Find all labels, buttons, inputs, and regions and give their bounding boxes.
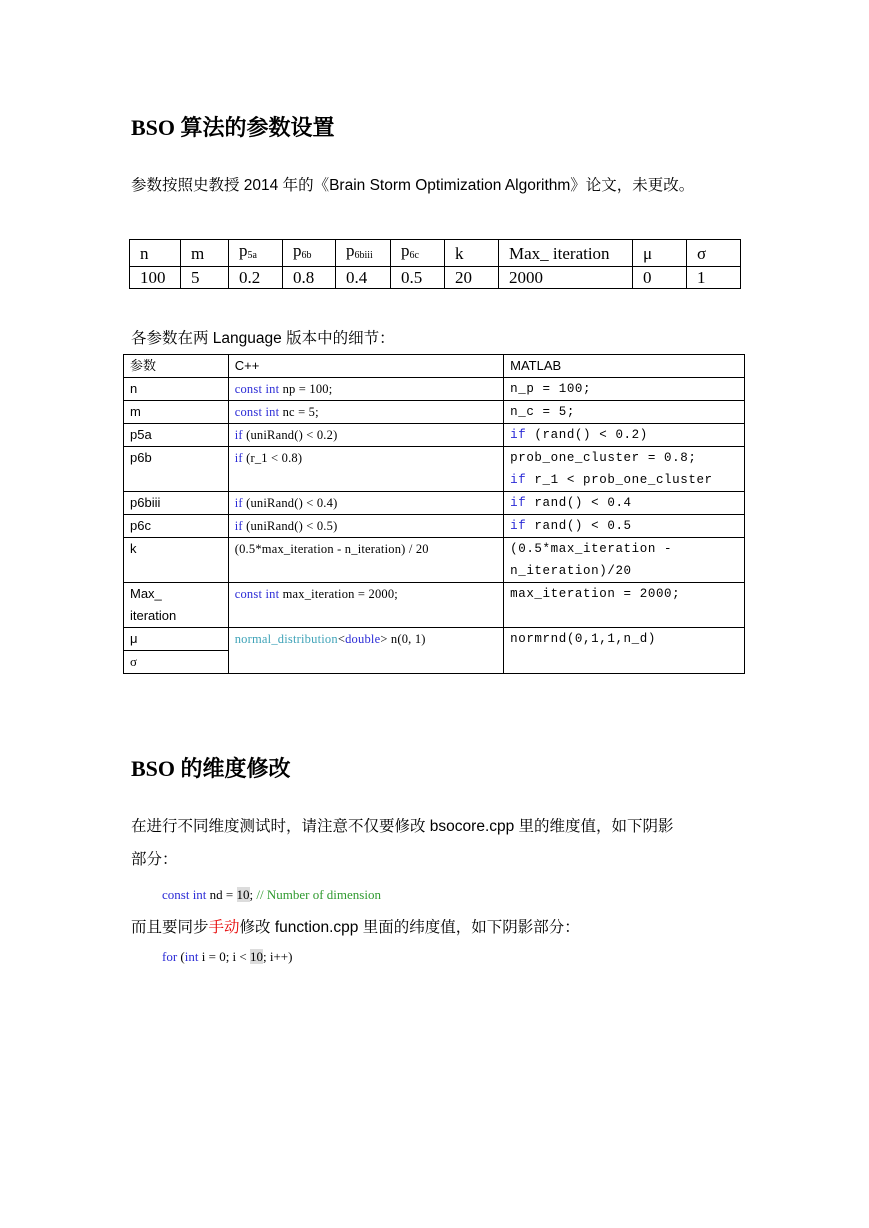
header-p6c: $p_{6c}$ xyxy=(391,240,445,267)
matlab-code: normrnd(0,1,1,n_d) xyxy=(504,628,745,674)
table-row xyxy=(124,583,745,628)
value-p6c: 0.5 xyxy=(391,267,445,289)
value-sigma: 1 xyxy=(687,267,741,289)
header-max-iteration: Max_ iteration xyxy=(499,240,633,267)
param-name: p6biii xyxy=(124,492,229,515)
param-name: σ xyxy=(124,651,229,674)
table-row-header xyxy=(124,355,745,378)
value-p6biii: 0.4 xyxy=(336,267,391,289)
header-sigma: σ xyxy=(687,240,741,267)
column-header-param: 参数 xyxy=(124,355,229,378)
matlab-code: if rand() < 0.5 xyxy=(504,515,745,538)
table-row xyxy=(124,628,745,651)
value-p6b: 0.8 xyxy=(283,267,336,289)
header-p6b: $p_{6b}$ xyxy=(283,240,336,267)
column-header-cpp: C++ xyxy=(228,355,503,378)
table-row xyxy=(124,401,745,424)
table-row xyxy=(124,378,745,401)
value-max-iteration: 2000 xyxy=(499,267,633,289)
table-row xyxy=(124,447,745,492)
code-snippet-for: for (int i = 0; i < 10; i++) xyxy=(162,949,293,964)
param-name: p5a xyxy=(124,424,229,447)
cpp-code: if (uniRand() < 0.2) xyxy=(228,424,503,447)
cpp-code: const int nc = 5; xyxy=(228,401,503,424)
cpp-code: (0.5*max_iteration - n_iteration) / 20 xyxy=(228,538,503,583)
column-header-matlab: MATLAB xyxy=(504,355,745,378)
cpp-code: normal_distribution<double> n(0, 1) xyxy=(228,628,503,674)
table-row xyxy=(124,538,745,583)
cpp-code: if (uniRand() < 0.5) xyxy=(228,515,503,538)
param-name: Max_ iteration xyxy=(124,583,229,628)
param-name: p6c xyxy=(124,515,229,538)
highlight-manual: 手动 xyxy=(208,919,240,936)
matlab-code: if (rand() < 0.2) xyxy=(504,424,745,447)
matlab-code: max_iteration = 2000; xyxy=(504,583,745,628)
parameters-intro: 参数按照史教授 2014 年的《Brain Storm Optimization Algorithm》论文，未更改。 xyxy=(131,177,695,194)
table-row-headers xyxy=(130,240,741,267)
code-snippet-nd: const int nd = 10; // Number of dimension xyxy=(162,887,381,902)
param-name: m xyxy=(124,401,229,424)
matlab-code: n_c = 5; xyxy=(504,401,745,424)
param-name: k xyxy=(124,538,229,583)
matlab-code: (0.5*max_iteration - n_iteration)/20 xyxy=(504,538,745,583)
param-name: μ xyxy=(124,628,229,651)
shaded-dimension-value: 10 xyxy=(236,887,250,902)
section-title-dimension: BSO 的维度修改 xyxy=(131,756,291,781)
header-m: m xyxy=(181,240,229,267)
cpp-code: if (r_1 < 0.8) xyxy=(228,447,503,492)
value-m: 5 xyxy=(181,267,229,289)
function-para: 而且要同步手动修改 function.cpp 里面的纬度值，如下阴影部分： xyxy=(131,919,580,936)
header-n: n xyxy=(130,240,181,267)
header-k: k xyxy=(445,240,499,267)
dimension-para-line2: 部分： xyxy=(131,851,178,868)
header-p5a: $p_{5a}$ xyxy=(229,240,283,267)
value-p5a: 0.2 xyxy=(229,267,283,289)
parameter-table xyxy=(129,239,741,289)
table-row xyxy=(124,424,745,447)
table-row xyxy=(124,515,745,538)
header-p6biii: $p_{6biii}$ xyxy=(336,240,391,267)
cpp-code: const int max_iteration = 2000; xyxy=(228,583,503,628)
section-title-parameters: BSO 算法的参数设置 xyxy=(131,115,335,140)
cpp-code: if (uniRand() < 0.4) xyxy=(228,492,503,515)
details-intro: 各参数在两 Language 版本中的细节： xyxy=(131,330,395,347)
matlab-code: if rand() < 0.4 xyxy=(504,492,745,515)
cpp-code: const int np = 100; xyxy=(228,378,503,401)
dimension-para-line1: 在进行不同维度测试时，请注意不仅要修改 bsocore.cpp 里的维度值，如下阴影 xyxy=(131,818,674,835)
table-row xyxy=(124,492,745,515)
matlab-code: n_p = 100; xyxy=(504,378,745,401)
details-table xyxy=(123,354,745,674)
param-name: p6b xyxy=(124,447,229,492)
value-n: 100 xyxy=(130,267,181,289)
value-mu: 0 xyxy=(633,267,687,289)
param-name: n xyxy=(124,378,229,401)
shaded-loop-bound: 10 xyxy=(250,949,263,964)
header-mu: μ xyxy=(633,240,687,267)
table-row-values xyxy=(130,267,741,289)
matlab-code: prob_one_cluster = 0.8; if r_1 < prob_one_cluster xyxy=(504,447,745,492)
value-k: 20 xyxy=(445,267,499,289)
